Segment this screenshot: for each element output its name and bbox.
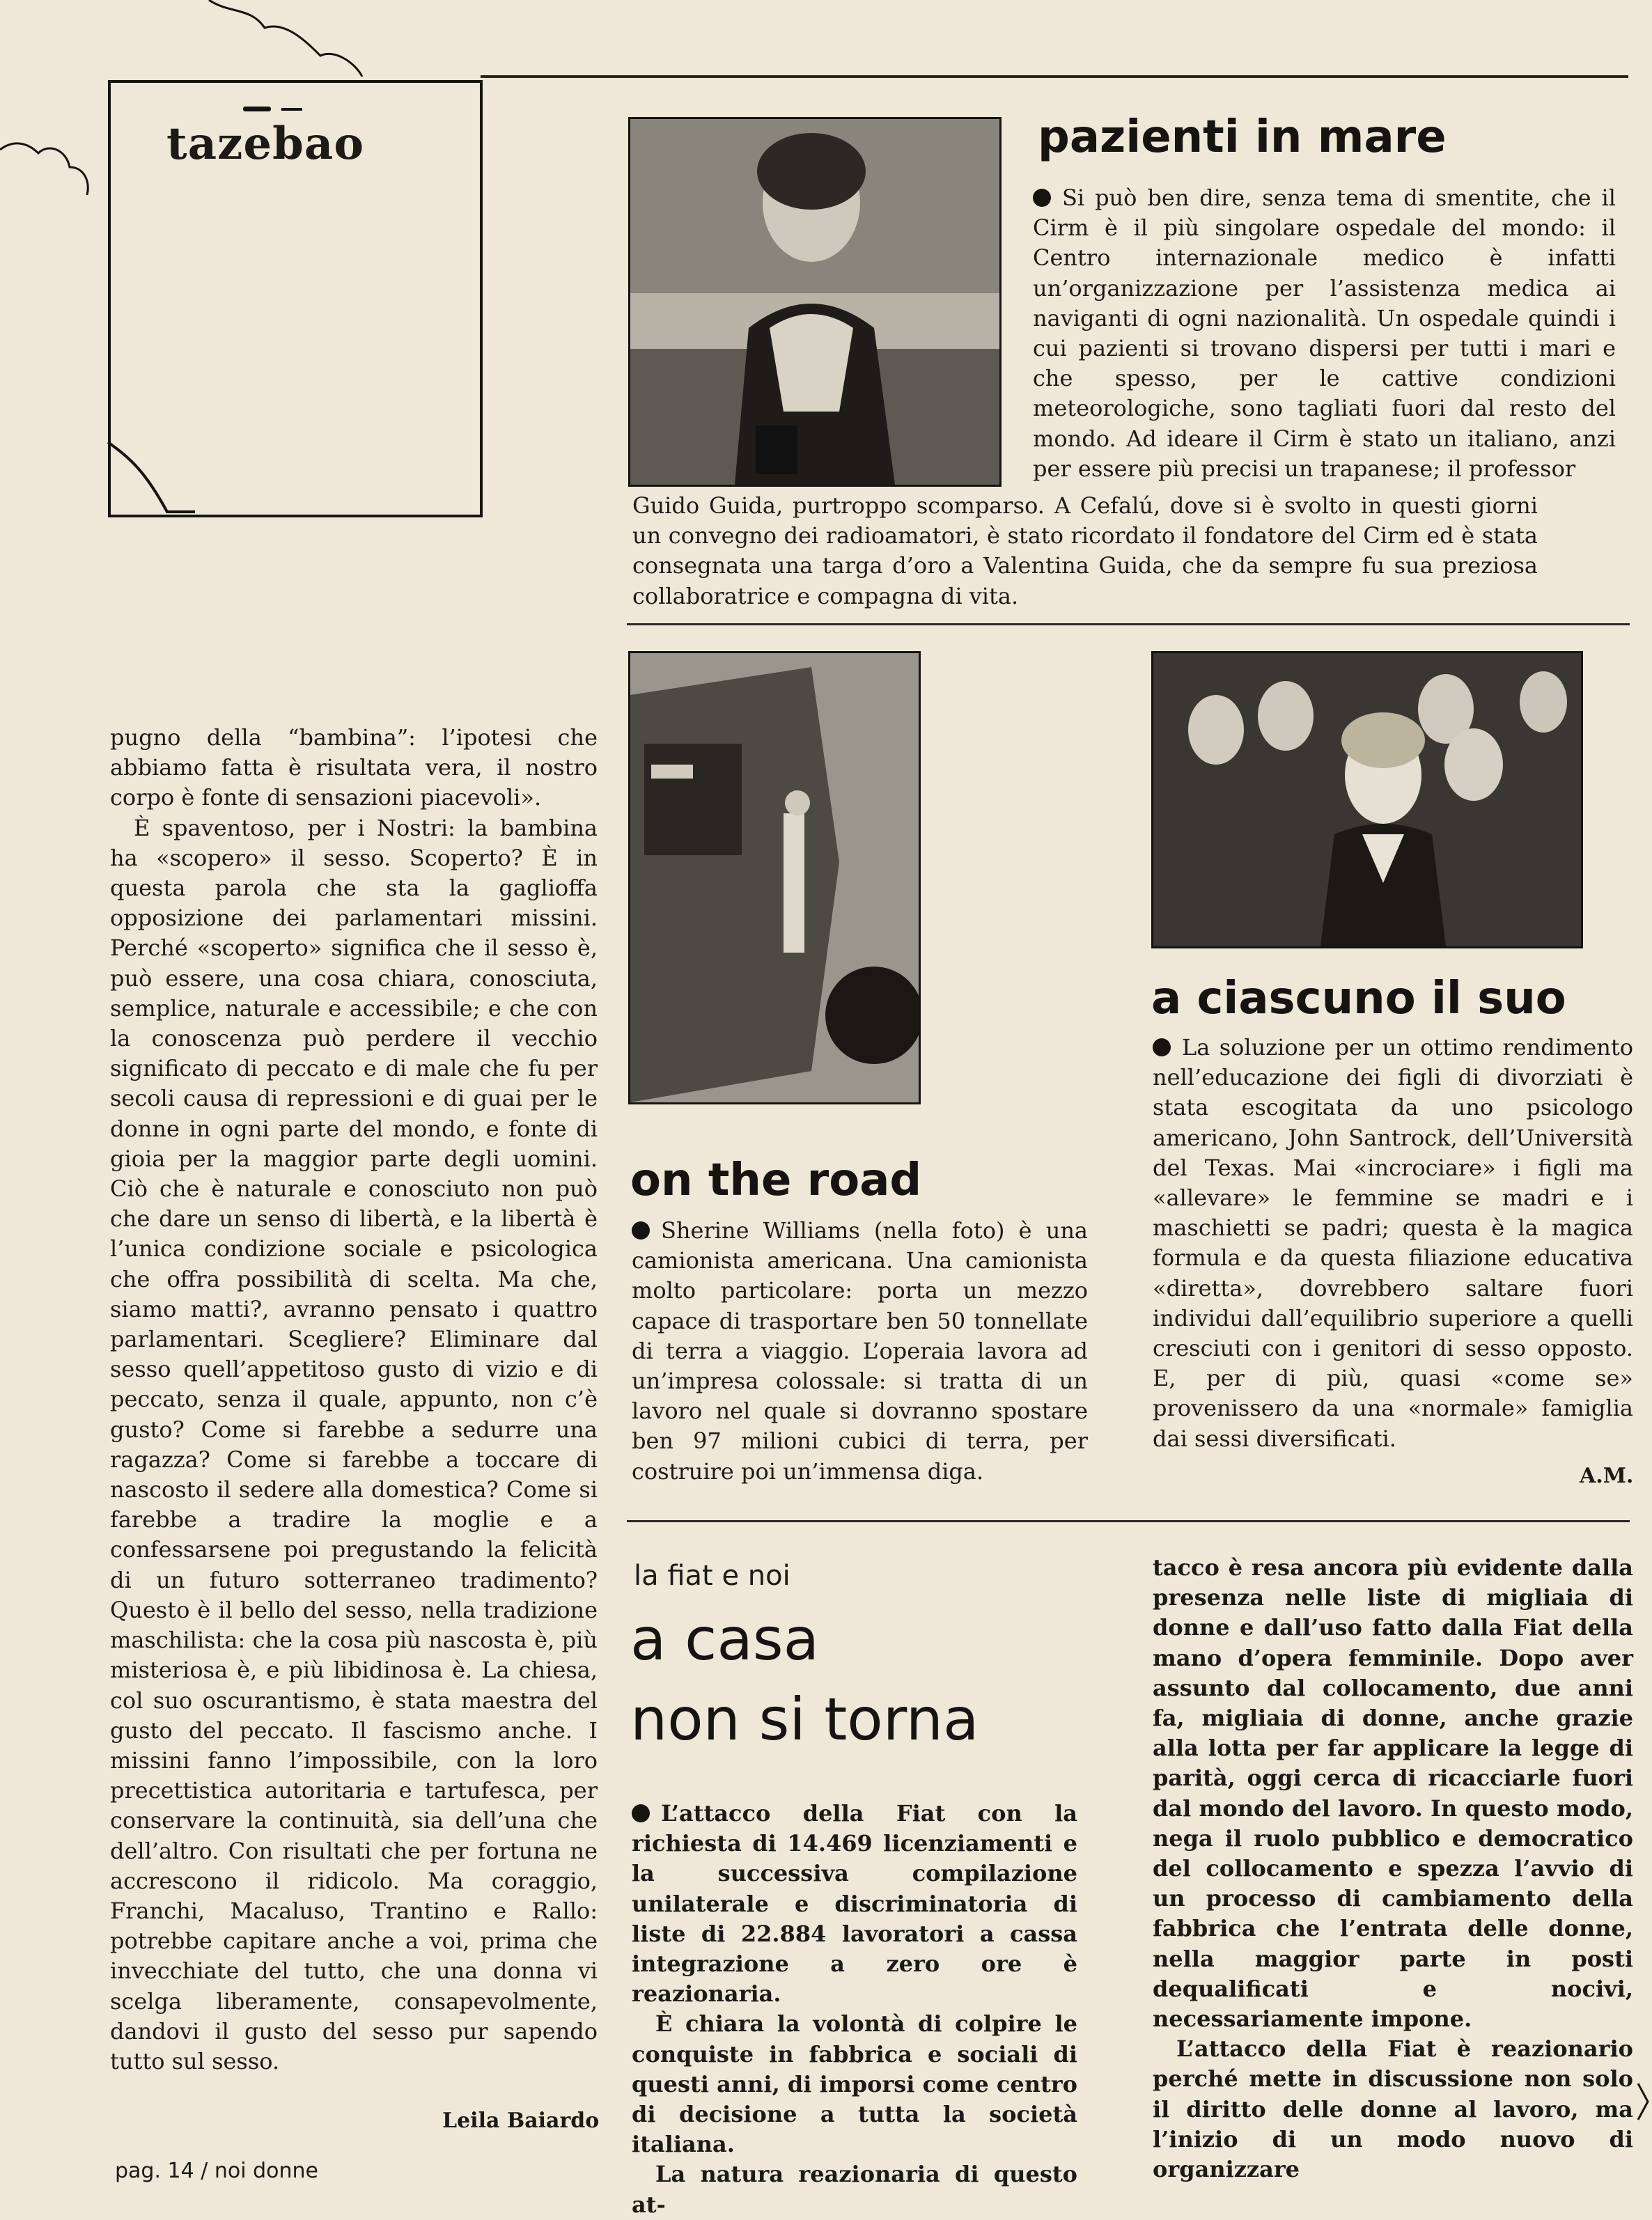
- top-rule: [481, 75, 1628, 78]
- road-text: [632, 1216, 1088, 1487]
- fiat-title-line2: non si torna: [630, 1685, 979, 1753]
- ciascuno-signature: A.M.: [1580, 1464, 1634, 1488]
- bullet-icon: [632, 1221, 650, 1240]
- bullet-icon: [1153, 1038, 1171, 1056]
- bullet-icon: [632, 1804, 650, 1822]
- left-column-text: [110, 723, 598, 2077]
- left-text-p1: pugno della “bambina”: l’ipotesi che abbiamo fatta è risultata vera, il nostro corpo è fonte di sensazioni piacevoli».: [110, 724, 598, 811]
- ciascuno-text: [1153, 1033, 1633, 1454]
- fiat-p3: La natura reazionaria di questo at-: [632, 2161, 1077, 2218]
- tazebao-title: tazebao: [166, 118, 364, 170]
- photo-truck-driver: [628, 651, 921, 1104]
- ciascuno-body: La soluzione per un ottimo rendimento nell’educazione dei figli di divorziati è stata escogitata da uno psicologo americano, John Santrock, dell’Università del Texas. Mai «incrociare» i figli ma «allevare» le femmine se madri e i maschietti se padri; questa è la magica formula e da questa filiazione educativa «diretta», dovrebbero saltare fuori individui dall’equilibrio superiore a quelli cresciuti con i genitori di sesso opposto. E, per di più, quasi «come se» provenissero da una «normale» famiglia dai sessi diversificati.: [1153, 1034, 1633, 1452]
- tazebao-decoration-2: [281, 108, 302, 111]
- fiat-kicker: la fiat e noi: [634, 1560, 790, 1592]
- pazienti-text-cont: [632, 491, 1538, 611]
- fiat-title-line1: a casa: [630, 1605, 820, 1673]
- tazebao-decoration: [243, 107, 271, 111]
- pazienti-title: pazienti in mare: [1038, 111, 1447, 163]
- bullet-icon: [1033, 189, 1051, 207]
- left-signature: Leila Baiardo: [442, 2109, 600, 2133]
- fiat-p5: L’attacco della Fiat è reazionario perché mette in discussione non solo il diritto delle donne al lavoro, ma l’inizio di un modo nuovo di organizzare: [1153, 2035, 1633, 2183]
- left-text-p2: È spaventoso, per i Nostri: la bambina ha «scopero» il sesso. Scoperto? È in questa parola che sta la gaglioffa opposizione dei parlamentari missini. Perché «scoperto» significa che il sesso è, può essere, una cosa chiara, conosciuta, semplice, naturale e accessibile; e che con la conoscenza può perdere il vecchio significato di peccato e di male che fu per secoli causa di repressioni e di guai per le donne in ogni parte del mondo, e fonte di gioia per la maggior parte degli uomini. Ciò che è naturale e conosciuto non può che dare un senso di libertà, e la libertà è l’unica condizione sociale e psicologica che offra possibilità di scelta. Ma che, siamo matti?, avranno pensato i quattro parlamentari. Scegliere? Eliminare dal sesso quell’appetitoso gusto di vizio e di peccato, senza il quale, appunto, non c’è gusto? Come si farebbe a sedurre una ragazza? Come si farebbe a toccare di nascosto il sedere alla domestica? Come si farebbe a tradire la moglie e a confessarsene poi pregustando la felicità di un futuro sotterraneo tradimento? Questo è il bello del sesso, nella tradizione maschilista: che la cosa più nascosta è, più misteriosa è, e più libidinosa è. La chiesa, col suo oscurantismo, è stata maestra del gusto del peccato. Il fascismo anche. I missini fanno l’impossibile, con la loro precettistica autoritaria e tartufesca, per conservare la continuità, sia dell’una che dell’altro. Con risultati che per fortuna ne accrescono il ridicolo. Ma coraggio, Franchi, Macaluso, Trantino e Rallo: potrebbe capitare anche a voi, prima che invecchiate del tutto, che una donna vi scelga liberamente, consapevolmente, dandovi il gusto del sesso pur sapendo tutto sul sesso.: [110, 814, 598, 2074]
- rule-under-pazienti: [627, 623, 1630, 625]
- fiat-column-1: [632, 1799, 1077, 2220]
- page-curl-icon: [104, 439, 202, 515]
- fiat-column-2: [1153, 1553, 1633, 2184]
- pazienti-body-cont: Guido Guida, purtroppo scomparso. A Cefalú, dove si è svolto in questi giorni un convegno dei radioamatori, è stato ricordato il fondatore del Cirm ed è stata consegnata una targa d’oro a Valentina Guida, che da sempre fu sua preziosa collaboratrice e compagna di vita.: [632, 492, 1538, 609]
- ciascuno-title: a ciascuno il suo: [1151, 973, 1566, 1024]
- fiat-p1: L’attacco della Fiat con la richiesta di 14.469 licenziamenti e la successiva compilazione unilaterale e discriminatoria di liste di 22.884 lavoratori a cassa integrazione a zero ore è reazionaria.: [632, 1800, 1077, 2008]
- rule-above-fiat: [627, 1520, 1630, 1522]
- photo-schoolchildren: [1151, 651, 1583, 948]
- road-title: on the road: [630, 1155, 922, 1206]
- fiat-p2: È chiara la volontà di colpire le conquiste in fabbrica e sociali di questi anni, di imporsi come centro di decisione a tutta la società italiana.: [632, 2010, 1077, 2158]
- continue-arrow-icon: [1637, 2082, 1649, 2121]
- photo-valentina-guida: [628, 117, 1002, 487]
- pazienti-body: Si può ben dire, senza tema di smentite, che il Cirm è il più singolare ospedale del mondo: il Centro internazionale medico è infatti un’organizzazione per l’assistenza medica ai naviganti di ogni nazionalità. Un ospedale quindi i cui pazienti si trovano dispersi per tutti i mari e che spesso, per le cattive condizioni meteorologiche, sono tagliati fuori dal resto del mondo. Ad ideare il Cirm è stato un italiano, anzi per essere più precisi un trapanese; il professor: [1033, 185, 1616, 482]
- pazienti-text: [1033, 183, 1616, 484]
- page-footer: pag. 14 / noi donne: [115, 2159, 319, 2183]
- road-body: Sherine Williams (nella foto) è una camionista americana. Una camionista molto particolare: porta un mezzo capace di trasportare ben 50 tonnellate di terra a viaggio. L’operaia lavora ad un’impresa colossale: si tratta di un lavoro nel quale si dovranno spostare ben 97 milioni cubici di terra, per costruire poi un’immensa diga.: [632, 1217, 1088, 1485]
- fiat-p4: tacco è resa ancora più evidente dalla presenza nelle liste di migliaia di donne e dall’uso fatto dalla Fiat della mano d’opera femminile. Dopo aver assunto dal collocamento, due anni fa, migliaia di donne, anche grazie alla lotta per far applicare la legge di parità, oggi cerca di ricacciarle fuori dal mondo del lavoro. In questo modo, nega il ruolo pubblico e democratico del collocamento e spezza l’avvio di un processo di cambiamento della fabbrica che l’entrata delle donne, nella maggior parte in posti dequalificati e nocivi, necessariamente impone.: [1153, 1554, 1633, 2033]
